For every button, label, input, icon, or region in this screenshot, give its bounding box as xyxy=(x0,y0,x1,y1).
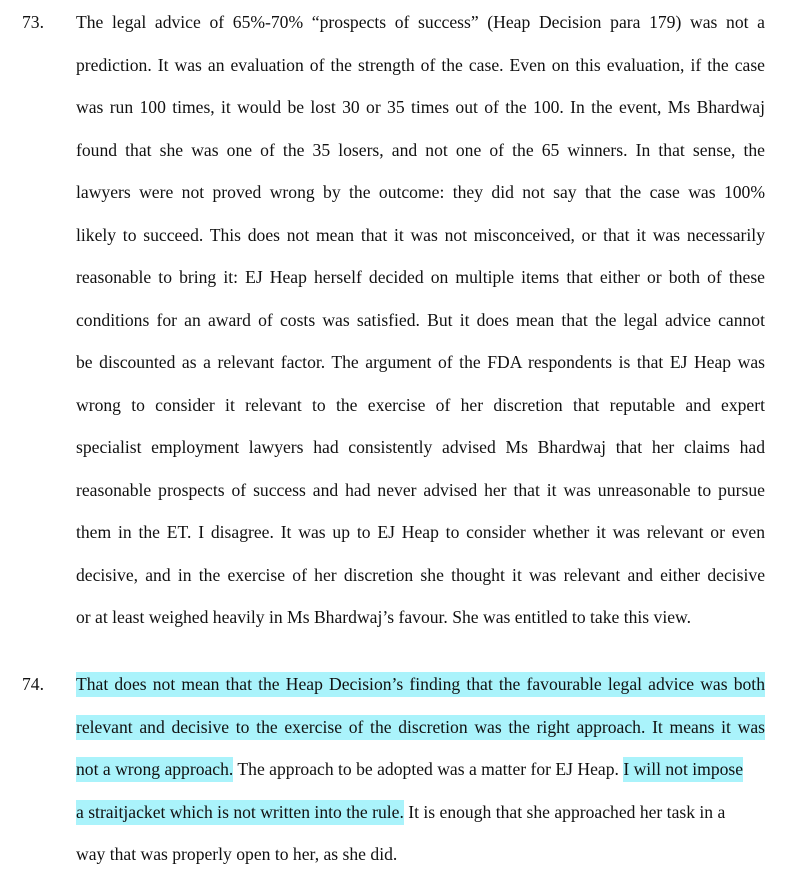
plain-text: It is enough that she approached her task in a xyxy=(403,801,726,822)
plain-text: The approach to be adopted was a matter for EJ Heap. xyxy=(233,759,624,779)
highlighted-text: I will not impose xyxy=(623,757,743,782)
paragraph-line xyxy=(76,663,765,706)
paragraph-line: conditions for an award of costs was satisfied. But it does mean that the legal advice cannot xyxy=(76,309,765,330)
paragraph-line: likely to succeed. This does not mean that it was not misconceived, or that it was necessarily xyxy=(76,224,765,245)
paragraph-line: was run 100 times, it would be lost 30 or 35 times out of the 100. In the event, Ms Bhardwaj xyxy=(76,97,765,117)
highlighted-text: relevant and decisive to the exercise of the discretion was the right approach. It means it was xyxy=(76,715,765,740)
highlighted-text: a straitjacket which is not written into the rule. xyxy=(76,800,404,825)
paragraph-line: them in the ET. I disagree. It was up to EJ Heap to consider whether it was relevant or even xyxy=(76,522,765,542)
paragraph-line: reasonable prospects of success and had never advised her that it was unreasonable to pursue xyxy=(76,479,765,500)
paragraph-line: wrong to consider it relevant to the exercise of her discretion that reputable and expert xyxy=(76,394,765,415)
paragraph-line: prediction. It was an evaluation of the strength of the case. Even on this evaluation, if the case xyxy=(76,54,765,75)
highlighted-text: That does not mean that the Heap Decision’s finding that the favourable legal advice was both xyxy=(76,672,765,697)
paragraph-line: way that was properly open to her, as she did. xyxy=(76,844,398,864)
paragraph-line: The legal advice of 65%-70% “prospects of success” (Heap Decision para 179) was not a xyxy=(76,12,765,32)
paragraph-line xyxy=(76,706,765,749)
paragraph-line: found that she was one of the 35 losers, and not one of the 65 winners. In that sense, the xyxy=(76,139,765,160)
paragraph-line: lawyers were not proved wrong by the outcome: they did not say that the case was 100% xyxy=(76,182,765,202)
paragraph-line: be discounted as a relevant factor. The argument of the FDA respondents is that EJ Heap was xyxy=(76,352,765,372)
paragraph-line: specialist employment lawyers had consistently advised Ms Bhardwaj that her claims had xyxy=(76,437,765,457)
paragraph-line xyxy=(76,748,743,791)
paragraph-line xyxy=(76,791,725,834)
paragraph-line: reasonable to bring it: EJ Heap herself decided on multiple items that either or both of these xyxy=(76,267,765,287)
paragraph-line: decisive, and in the exercise of her discretion she thought it was relevant and either decisive xyxy=(76,564,765,585)
paragraph-line: or at least weighed heavily in Ms Bhardwaj’s favour. She was entitled to take this view. xyxy=(76,607,691,627)
paragraph-number: 74. xyxy=(22,674,44,694)
highlighted-text: not a wrong approach. xyxy=(76,757,233,782)
paragraph-number: 73. xyxy=(22,12,44,32)
